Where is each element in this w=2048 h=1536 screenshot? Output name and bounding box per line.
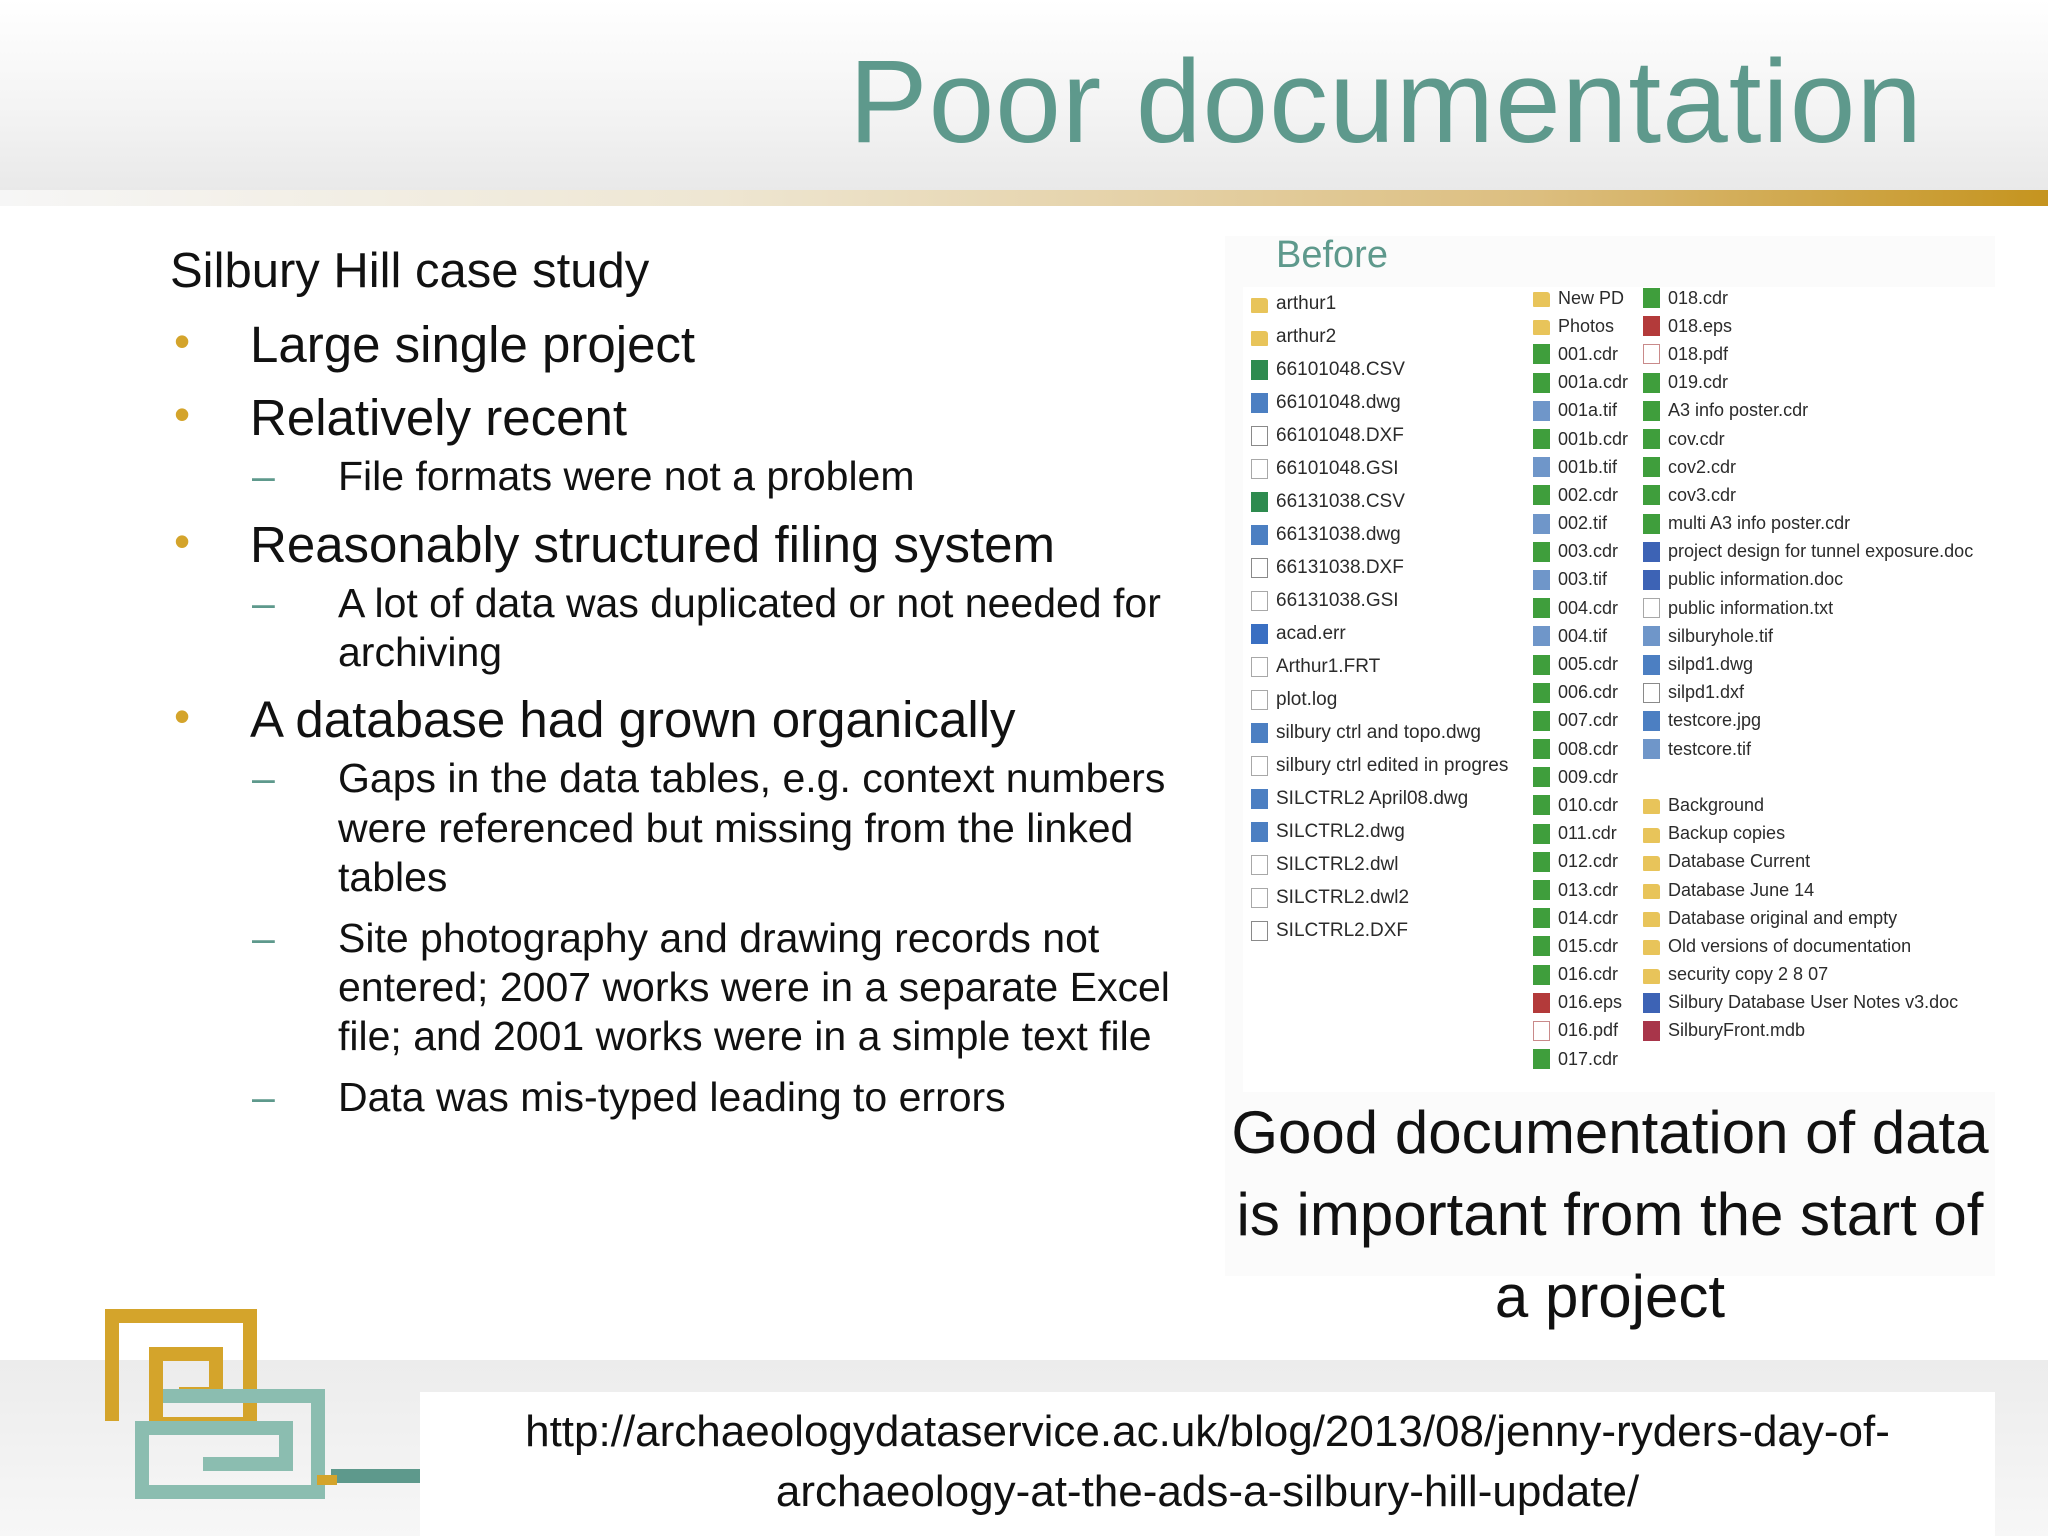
file-item: [1643, 679, 1973, 707]
file-item: [1643, 397, 1973, 425]
dash-icon: –: [252, 579, 275, 626]
img-file-icon: [1251, 525, 1268, 545]
file-name: SILCTRL2 April08.dwg: [1276, 787, 1469, 809]
file-name: Arthur1.FRT: [1276, 655, 1381, 677]
file-name: 008.cdr: [1558, 738, 1619, 759]
file-item: [1643, 622, 1973, 650]
file-listing-screenshot: [1243, 287, 2003, 1092]
cdr-file-icon: [1643, 288, 1660, 308]
cdr-file-icon: [1533, 936, 1550, 956]
folder-file-icon: [1533, 292, 1550, 307]
file-item: [1533, 369, 1628, 397]
bullet-text: Relatively recent: [250, 389, 627, 447]
file-item: [1251, 353, 1508, 386]
file-item: [1643, 763, 1973, 791]
file-name: 007.cdr: [1558, 710, 1619, 731]
file-name: 004.tif: [1558, 625, 1608, 646]
cdr-file-icon: [1643, 457, 1660, 477]
file-item: [1643, 707, 1973, 735]
slide-title: Poor documentation: [848, 36, 1923, 168]
sub-bullet-list: [250, 452, 1170, 501]
img-file-icon: [1251, 723, 1268, 743]
file-item: [1533, 876, 1628, 904]
doc-file-icon: [1251, 888, 1268, 908]
word-file-icon: [1643, 993, 1660, 1013]
dxf-file-icon: [1251, 426, 1268, 446]
file-name: 012.cdr: [1558, 851, 1619, 872]
tif-file-icon: [1533, 570, 1550, 590]
bullet-text: Large single project: [250, 316, 696, 373]
file-name: Database June 14: [1668, 879, 1815, 900]
file-item: [1251, 650, 1508, 683]
file-item: [1643, 904, 1973, 932]
doc-file-icon: [1251, 657, 1268, 677]
file-item: [1643, 566, 1973, 594]
cdr-file-icon: [1533, 908, 1550, 928]
source-url[interactable]: http://archaeologydataservice.ac.uk/blog/2013/08/jenny-ryders-day-of-archaeology-at-the-ads-a-silbury-hill-update/: [525, 1407, 1890, 1516]
file-name: project design for tunnel exposure.doc: [1668, 541, 1974, 562]
cdr-file-icon: [1643, 401, 1660, 421]
file-name: cov3.cdr: [1668, 484, 1737, 505]
file-item: [1643, 425, 1973, 453]
bullet-item: [170, 314, 1170, 375]
file-item: [1251, 419, 1508, 452]
folder-file-icon: [1643, 828, 1660, 843]
file-name: A3 info poster.cdr: [1668, 400, 1809, 421]
ads-logo: [100, 1296, 430, 1506]
sub-bullet-text: Gaps in the data tables, e.g. context numbers were referenced but missing from the linked tables: [338, 755, 1166, 900]
dxf-file-icon: [1251, 921, 1268, 941]
sub-bullet-item: [250, 579, 1170, 677]
pdf-file-icon: [1533, 1021, 1550, 1041]
word-file-icon: [1643, 542, 1660, 562]
file-column: [1533, 284, 1628, 1073]
file-name: 017.cdr: [1558, 1048, 1619, 1069]
file-item: [1533, 566, 1628, 594]
doc-file-icon: [1251, 855, 1268, 875]
file-name: 019.cdr: [1668, 372, 1729, 393]
file-item: [1251, 881, 1508, 914]
file-item: [1251, 749, 1508, 782]
file-name: silburyhole.tif: [1668, 625, 1774, 646]
dxf-file-icon: [1643, 683, 1660, 703]
file-item: [1533, 904, 1628, 932]
file-name: 66131038.GSI: [1276, 589, 1399, 611]
sub-bullet-text: A lot of data was duplicated or not needed for archiving: [338, 579, 1161, 675]
file-item: [1643, 650, 1973, 678]
sub-bullet-item: [250, 1073, 1170, 1122]
file-name: plot.log: [1276, 688, 1338, 710]
file-item: [1533, 989, 1628, 1017]
file-name: security copy 2 8 07: [1668, 964, 1829, 985]
file-name: 66101048.CSV: [1276, 358, 1405, 380]
file-name: SilburyFront.mdb: [1668, 1020, 1806, 1041]
file-item: [1533, 594, 1628, 622]
folder-file-icon: [1643, 912, 1660, 927]
file-name: testcore.jpg: [1668, 710, 1762, 731]
file-name: 004.cdr: [1558, 597, 1619, 618]
sub-bullet-list: [250, 754, 1170, 1122]
folder-file-icon: [1643, 969, 1660, 984]
file-name: 015.cdr: [1558, 935, 1619, 956]
file-name: 003.tif: [1558, 569, 1608, 590]
file-item: [1533, 397, 1628, 425]
pdf-file-icon: [1643, 344, 1660, 364]
file-item: [1643, 1017, 1973, 1045]
file-name: Silbury Database User Notes v3.doc: [1668, 992, 1959, 1013]
bullet-dot-icon: •: [174, 690, 191, 743]
file-name: 001a.cdr: [1558, 372, 1629, 393]
file-item: [1251, 584, 1508, 617]
bullet-item: [170, 514, 1170, 678]
file-item: [1533, 679, 1628, 707]
sub-bullet-item: [250, 754, 1170, 902]
file-item: [1533, 481, 1628, 509]
file-item: [1643, 481, 1973, 509]
file-name: 016.cdr: [1558, 964, 1619, 985]
file-item: [1643, 453, 1973, 481]
bullet-text: A database had grown organically: [250, 691, 1016, 749]
file-name: 001a.tif: [1558, 400, 1618, 421]
tif-file-icon: [1533, 514, 1550, 534]
file-name: 001b.tif: [1558, 456, 1618, 477]
file-item: [1643, 932, 1973, 960]
file-name: 005.cdr: [1558, 654, 1619, 675]
file-name: 66101048.GSI: [1276, 457, 1399, 479]
file-name: multi A3 info poster.cdr: [1668, 513, 1851, 534]
folder-file-icon: [1643, 856, 1660, 871]
img-file-icon: [1643, 655, 1660, 675]
file-item: [1533, 510, 1628, 538]
dash-icon: –: [252, 755, 275, 802]
bullet-text: Reasonably structured filing system: [250, 515, 1056, 573]
cdr-file-icon: [1533, 1049, 1550, 1069]
doc-file-icon: [1251, 690, 1268, 710]
file-name: 013.cdr: [1558, 879, 1619, 900]
file-item: [1251, 914, 1508, 947]
cdr-file-icon: [1643, 485, 1660, 505]
sub-bullet-item: [250, 914, 1170, 1062]
cdr-file-icon: [1533, 824, 1550, 844]
file-name: New PD: [1558, 287, 1625, 308]
cdr-file-icon: [1643, 429, 1660, 449]
cdr-file-icon: [1533, 344, 1550, 364]
file-name: 66131038.dwg: [1276, 523, 1401, 545]
file-name: 003.cdr: [1558, 541, 1619, 562]
file-name: silbury ctrl and topo.dwg: [1276, 721, 1481, 743]
file-item: [1251, 782, 1508, 815]
dxf-file-icon: [1251, 558, 1268, 578]
cdr-file-icon: [1533, 655, 1550, 675]
file-name: Database original and empty: [1668, 907, 1898, 928]
cdr-file-icon: [1533, 795, 1550, 815]
file-name: silpd1.dwg: [1668, 654, 1754, 675]
cdr-file-icon: [1533, 373, 1550, 393]
doc-file-icon: [1643, 598, 1660, 618]
case-study-heading: Silbury Hill case study: [170, 244, 650, 298]
cdr-file-icon: [1533, 852, 1550, 872]
eps-file-icon: [1643, 316, 1660, 336]
file-name: silbury ctrl edited in progres: [1276, 754, 1509, 776]
file-name: 001b.cdr: [1558, 428, 1629, 449]
file-item: [1643, 876, 1973, 904]
img-file-icon: [1251, 393, 1268, 413]
doc-file-icon: [1251, 591, 1268, 611]
file-name: 001.cdr: [1558, 343, 1619, 364]
folder-file-icon: [1643, 799, 1660, 814]
file-item: [1533, 312, 1628, 340]
file-item: [1643, 510, 1973, 538]
file-name: Photos: [1558, 315, 1615, 336]
file-name: arthur2: [1276, 325, 1337, 347]
cdr-file-icon: [1533, 767, 1550, 787]
file-item: [1533, 453, 1628, 481]
sub-bullet-item: [250, 452, 1170, 501]
file-name: 66101048.DXF: [1276, 424, 1404, 446]
tif-file-icon: [1643, 739, 1660, 759]
file-name: 018.eps: [1668, 315, 1733, 336]
cdr-file-icon: [1533, 965, 1550, 985]
file-item: [1251, 683, 1508, 716]
file-name: 66131038.CSV: [1276, 490, 1405, 512]
file-name: SILCTRL2.dwg: [1276, 820, 1405, 842]
app-file-icon: [1251, 624, 1268, 644]
file-item: [1533, 961, 1628, 989]
file-item: [1533, 820, 1628, 848]
bullet-dot-icon: •: [174, 388, 191, 441]
tif-file-icon: [1533, 626, 1550, 646]
img-file-icon: [1251, 789, 1268, 809]
file-item: [1643, 989, 1973, 1017]
dash-icon: –: [252, 914, 275, 961]
file-name: SILCTRL2.dwl2: [1276, 886, 1410, 908]
word-file-icon: [1643, 570, 1660, 590]
file-name: 66101048.dwg: [1276, 391, 1401, 413]
file-item: [1251, 815, 1508, 848]
file-item: [1643, 848, 1973, 876]
cdr-file-icon: [1533, 739, 1550, 759]
file-column: [1251, 287, 1508, 947]
cdr-file-icon: [1643, 514, 1660, 534]
file-item: [1251, 617, 1508, 650]
file-name: silpd1.dxf: [1668, 682, 1745, 703]
sub-bullet-text: Data was mis-typed leading to errors: [338, 1074, 1006, 1121]
sub-bullet-list: [250, 579, 1170, 677]
file-name: acad.err: [1276, 622, 1346, 644]
file-item: [1533, 284, 1628, 312]
dash-icon: –: [252, 453, 275, 500]
file-name: 014.cdr: [1558, 907, 1619, 928]
file-item: [1643, 791, 1973, 819]
cdr-file-icon: [1533, 711, 1550, 731]
cdr-file-icon: [1533, 683, 1550, 703]
file-name: 011.cdr: [1558, 823, 1617, 844]
sub-bullet-text: Site photography and drawing records not entered; 2007 works were in a separate Excel file; and 2001 works were in a simple text file: [338, 914, 1170, 1060]
folder-file-icon: [1251, 298, 1268, 313]
folder-file-icon: [1643, 940, 1660, 955]
file-name: SILCTRL2.DXF: [1276, 919, 1408, 941]
file-name: SILCTRL2.dwl: [1276, 853, 1399, 875]
file-name: 010.cdr: [1558, 794, 1619, 815]
file-item: [1251, 848, 1508, 881]
file-item: [1533, 425, 1628, 453]
img-file-icon: [1251, 822, 1268, 842]
file-item: [1251, 485, 1508, 518]
file-name: Old versions of documentation: [1668, 935, 1912, 956]
before-label: Before: [1276, 234, 1388, 276]
file-item: [1251, 518, 1508, 551]
file-item: [1533, 650, 1628, 678]
file-name: cov.cdr: [1668, 428, 1725, 449]
logo-teal-knot: [142, 1396, 318, 1492]
folder-file-icon: [1643, 884, 1660, 899]
file-item: [1533, 622, 1628, 650]
file-item: [1533, 1017, 1628, 1045]
title-divider: [0, 190, 2048, 206]
bullet-dot-icon: •: [174, 315, 191, 367]
file-item: [1643, 340, 1973, 368]
file-name: cov2.cdr: [1668, 456, 1737, 477]
logo-gold-knot: [112, 1316, 250, 1424]
file-item: [1251, 551, 1508, 584]
bullet-item: [170, 689, 1170, 1123]
file-name: 016.eps: [1558, 992, 1623, 1013]
file-name: 006.cdr: [1558, 682, 1619, 703]
file-name: 66131038.DXF: [1276, 556, 1404, 578]
bullet-dot-icon: •: [174, 514, 191, 567]
img-file-icon: [1643, 711, 1660, 731]
file-item: [1643, 594, 1973, 622]
file-item: [1251, 287, 1508, 320]
folder-file-icon: [1251, 331, 1268, 346]
tif-file-icon: [1643, 626, 1660, 646]
file-name: public information.txt: [1668, 597, 1834, 618]
mdb-file-icon: [1643, 1021, 1660, 1041]
tif-file-icon: [1533, 457, 1550, 477]
file-name: 002.tif: [1558, 513, 1608, 534]
dash-icon: –: [252, 1074, 275, 1121]
eps-file-icon: [1533, 993, 1550, 1013]
file-item: [1533, 707, 1628, 735]
file-item: [1251, 386, 1508, 419]
tif-file-icon: [1533, 401, 1550, 421]
file-item: [1251, 716, 1508, 749]
file-item: [1533, 538, 1628, 566]
file-item: [1533, 1045, 1628, 1073]
file-item: [1643, 312, 1973, 340]
file-item: [1643, 820, 1973, 848]
file-name: arthur1: [1276, 292, 1337, 314]
file-name: 009.cdr: [1558, 766, 1619, 787]
bullet-item: [170, 387, 1170, 501]
file-item: [1643, 961, 1973, 989]
file-item: [1643, 284, 1973, 312]
cdr-file-icon: [1643, 373, 1660, 393]
file-item: [1533, 848, 1628, 876]
file-item: [1533, 932, 1628, 960]
file-name: 016.pdf: [1558, 1020, 1619, 1041]
conclusion-text: Good documentation of data is important from the start of a project: [1231, 1099, 1989, 1331]
doc-file-icon: [1251, 459, 1268, 479]
file-item: [1533, 763, 1628, 791]
file-name: Backup copies: [1668, 823, 1786, 844]
file-name: Database Current: [1668, 851, 1811, 872]
xls-file-icon: [1251, 360, 1268, 380]
file-name: testcore.tif: [1668, 738, 1752, 759]
cdr-file-icon: [1533, 485, 1550, 505]
cdr-file-icon: [1533, 880, 1550, 900]
file-item: [1533, 735, 1628, 763]
cdr-file-icon: [1533, 542, 1550, 562]
file-item: [1251, 452, 1508, 485]
file-name: 002.cdr: [1558, 484, 1619, 505]
file-item: [1643, 538, 1973, 566]
file-item: [1251, 320, 1508, 353]
file-item: [1643, 735, 1973, 763]
doc-file-icon: [1251, 756, 1268, 776]
xls-file-icon: [1251, 492, 1268, 512]
file-item: [1533, 791, 1628, 819]
file-name: Background: [1668, 794, 1765, 815]
file-name: 018.pdf: [1668, 343, 1729, 364]
file-name: 018.cdr: [1668, 287, 1729, 308]
file-item: [1533, 340, 1628, 368]
bullet-list: [170, 314, 1170, 1135]
cdr-file-icon: [1533, 429, 1550, 449]
file-name: public information.doc: [1668, 569, 1844, 590]
folder-file-icon: [1533, 320, 1550, 335]
file-item: [1643, 369, 1973, 397]
cdr-file-icon: [1533, 598, 1550, 618]
sub-bullet-text: File formats were not a problem: [338, 453, 915, 500]
file-column: [1643, 284, 1973, 1045]
